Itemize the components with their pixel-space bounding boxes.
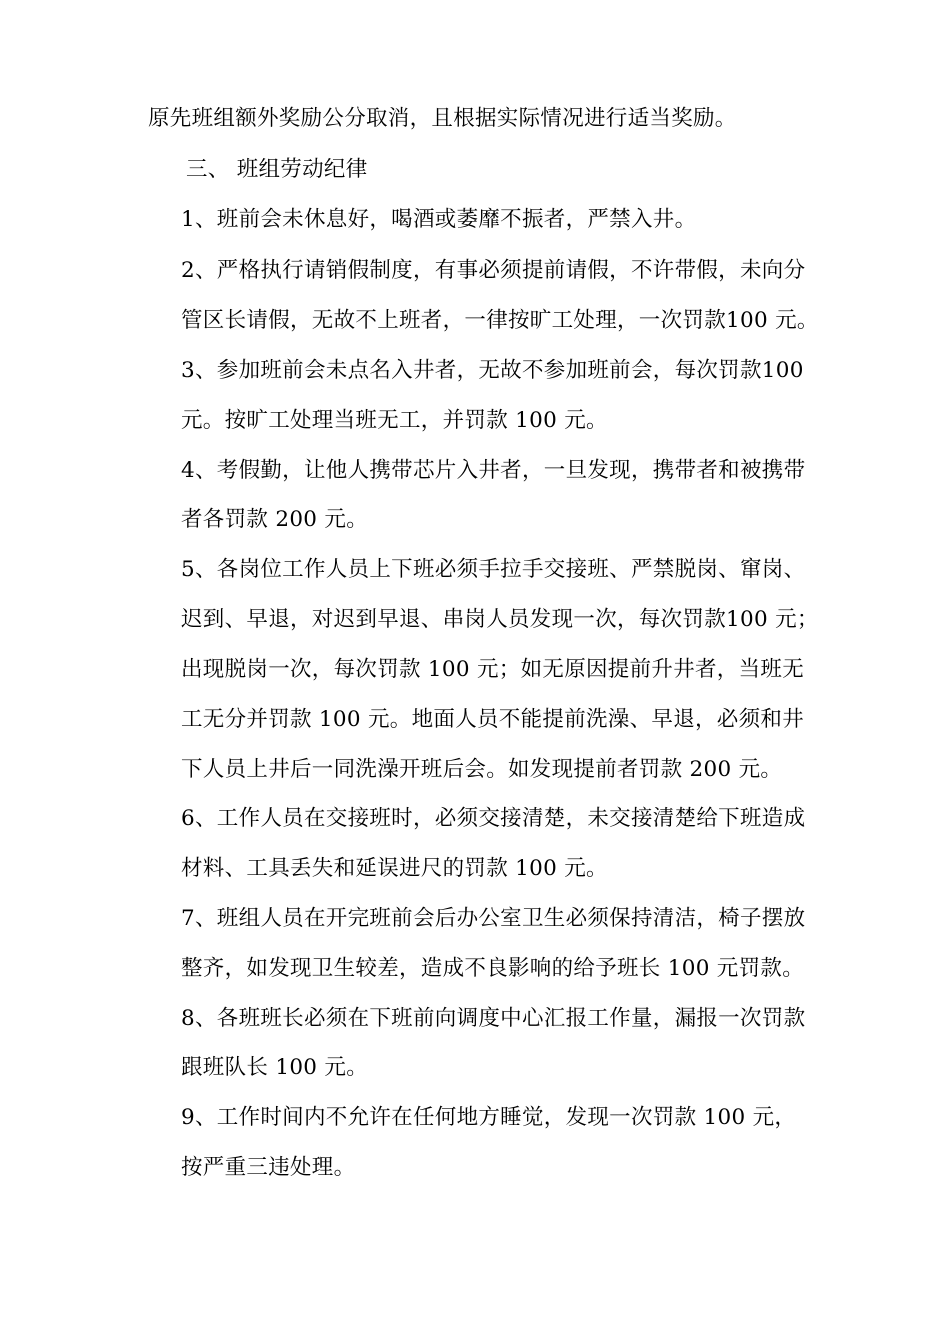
rule-2-line-1: 2、严格执行请销假制度，有事必须提前请假，不许带假，未向分: [181, 258, 806, 283]
rule-5-line-5: 下人员上井后一同洗澡开班后会。如发现提前者罚款 200 元。: [181, 757, 783, 782]
rule-4-line-1: 4、考假勤，让他人携带芯片入井者，一旦发现，携带者和被携带: [181, 458, 806, 483]
rule-5-line-4: 工无分并罚款 100 元。地面人员不能提前洗澡、早退，必须和井: [181, 707, 805, 732]
rule-5-line-2: 迟到、早退，对迟到早退、串岗人员发现一次，每次罚款100 元；: [181, 607, 819, 632]
rule-1-line: 1、班前会未休息好，喝酒或萎靡不振者，严禁入井。: [181, 207, 697, 232]
section-heading-labor-discipline: 三、 班组劳动纪律: [186, 157, 368, 182]
rule-7-line-2: 整齐，如发现卫生较差，造成不良影响的给予班长 100 元罚款。: [181, 956, 805, 981]
rule-4-line-2: 者各罚款 200 元。: [181, 507, 369, 532]
rule-3-line-1: 3、参加班前会未点名入井者，无故不参加班前会，每次罚款100: [181, 358, 804, 383]
rule-8-line-2: 跟班队长 100 元。: [181, 1055, 369, 1080]
rule-6-line-2: 材料、工具丢失和延误进尺的罚款 100 元。: [181, 856, 608, 881]
rule-9-line-2: 按严重三违处理。: [181, 1155, 356, 1180]
rule-2-line-2: 管区长请假，无故不上班者，一律按旷工处理，一次罚款100 元。: [181, 308, 819, 333]
rule-8-line-1: 8、各班班长必须在下班前向调度中心汇报工作量，漏报一次罚款: [181, 1006, 806, 1031]
paragraph-line-reward-cancel: 原先班组额外奖励公分取消，且根据实际情况进行适当奖励。: [148, 106, 737, 131]
rule-9-line-1: 9、工作时间内不允许在任何地方睡觉，发现一次罚款 100 元，: [181, 1105, 797, 1130]
rule-6-line-1: 6、工作人员在交接班时，必须交接清楚，未交接清楚给下班造成: [181, 806, 806, 831]
rule-5-line-1: 5、各岗位工作人员上下班必须手拉手交接班、严禁脱岗、窜岗、: [181, 557, 806, 582]
rule-7-line-1: 7、班组人员在开完班前会后办公室卫生必须保持清洁，椅子摆放: [181, 906, 806, 931]
rule-3-line-2: 元。按旷工处理当班无工，并罚款 100 元。: [181, 408, 608, 433]
rule-5-line-3: 出现脱岗一次，每次罚款 100 元；如无原因提前升井者，当班无: [181, 657, 805, 682]
